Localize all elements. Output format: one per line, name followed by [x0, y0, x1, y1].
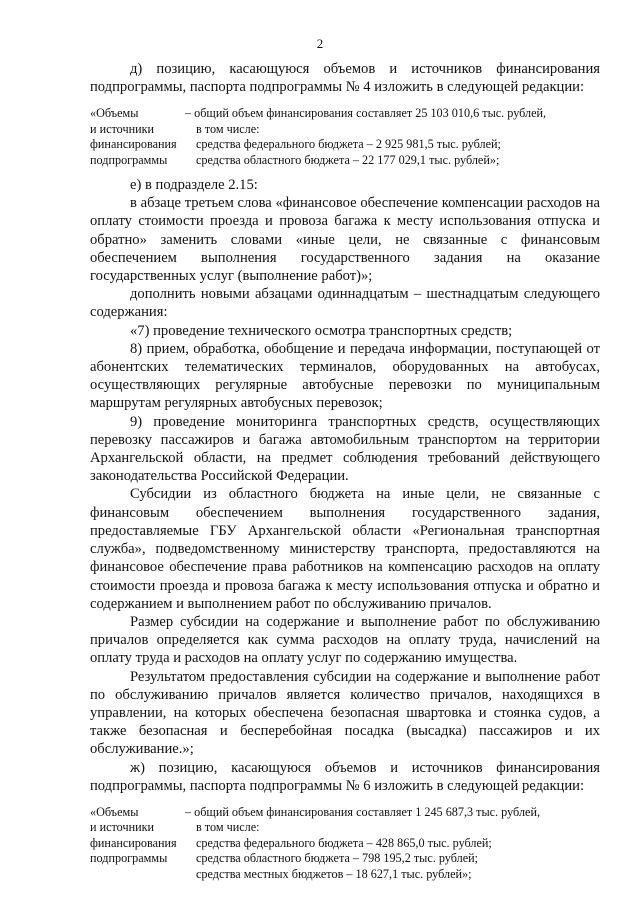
paragraph-item-9: 9) проведение мониторинга транспортных средств, осуществляющих перевозку пассажиров и багажа автомобильным транспортом на территории Архангельской области, на предмет соблюдения требований действующего законодательства Российской Федерации.: [90, 413, 600, 485]
value-line: в том числе:: [196, 121, 260, 136]
paragraph-e-2: дополнить новыми абзацами одиннадцатым – шестнадцатым следующего содержания:: [90, 286, 600, 321]
paragraph-subsidy-result: Результатом предоставления субсидии на содержание и выполнение работ по обслуживанию причалов является количество причалов, находящихся в управлении, на которых обеспечена безопасная швартовка и стоянка судов, а также безопасная и бесперебойная посадка (высадка) пассажиров и их обслуживание.»;: [90, 668, 600, 758]
value-line-total: – общий объем финансирования составляет 25 103 010,6 тыс. рублей,: [185, 106, 547, 121]
paragraph-zh: ж) позицию, касающуюся объемов и источников финансирования подпрограммы, паспорта подпрограммы № 6 изложить в следующей редакции:: [90, 759, 600, 794]
value-line-regional: средства областного бюджета – 22 177 029,1 тыс. рублей»;: [196, 152, 500, 167]
financing-table-values: [185, 804, 600, 882]
financing-table-label: [90, 106, 196, 168]
financing-table-label: [90, 805, 196, 882]
label-line: и источники: [90, 121, 155, 136]
label-line: и источники: [90, 820, 155, 835]
value-line-total: – общий объем финансирования составляет 1 245 687,3 тыс. рублей,: [185, 804, 541, 819]
value-line-federal: средства федерального бюджета – 428 865,0 тыс. рублей;: [196, 835, 492, 850]
paragraph-item-8: 8) прием, обработка, обобщение и передача информации, поступающей от абонентских телематических терминалов, оборудованных на автобусах, осуществляющих регулярные автобусные перевозки по муниципальным маршрутам регулярных автобусных перевозок;: [90, 340, 600, 412]
paragraph-d: д) позицию, касающуюся объемов и источников финансирования подпрограммы, паспорта подпрограммы № 4 изложить в следующей редакции:: [90, 61, 600, 96]
paragraph-subsidies: Субсидии из областного бюджета на иные цели, не связанные с финансовым обеспечением выполнения государственного задания, предоставляемые ГБУ Архангельской области «Региональная транспортная служба», подведомственному министерству транспорта, предоставляются на финансовое обеспечение права работников на компенсацию расходов на оплату стоимости проезда и провоза багажа к месту использования отпуска и обратно и содержанием и выполнением работ по обслуживанию причалов.: [90, 486, 600, 612]
paragraph-e-1: в абзаце третьем слова «финансовое обеспечение компенсации расходов на оплату стоимости проезда и провоза багажа к месту использования отпуска и обратно» заменить словами «иные цели, не связанные с финансовым обеспечением выполнения государственного задания на оказание государственных услуг (выполнение работ)»;: [90, 195, 600, 285]
label-line: «Объемы: [90, 106, 139, 121]
paragraph-e-heading: е) в подразделе 2.15:: [130, 177, 258, 194]
financing-table-subprogram-4: [90, 106, 600, 168]
financing-table-values: [185, 106, 600, 168]
value-line-local: средства местных бюджетов – 18 627,1 тыс. рублей»;: [196, 866, 472, 881]
label-line: «Объемы: [90, 804, 139, 819]
document-body: [90, 60, 600, 890]
label-line: подпрограммы: [90, 152, 168, 167]
paragraph-item-7: «7) проведение технического осмотра транспортных средств;: [130, 322, 513, 339]
label-line: финансирования: [90, 137, 177, 152]
paragraph-subsidy-size: Размер субсидии на содержание и выполнение работ по обслуживанию причалов определяется как сумма расходов на оплату труда, начислений на оплату труда и расходов на оплату услуг по содержанию имущества.: [90, 613, 600, 667]
value-line-federal: средства федерального бюджета – 2 925 981,5 тыс. рублей;: [196, 137, 501, 152]
label-line: подпрограммы: [90, 851, 168, 866]
financing-table-subprogram-6: [90, 805, 600, 882]
value-line: в том числе:: [196, 820, 260, 835]
page-number: 2: [316, 36, 324, 51]
value-line-regional: средства областного бюджета – 798 195,2 тыс. рублей;: [196, 851, 479, 866]
label-line: финансирования: [90, 835, 177, 850]
